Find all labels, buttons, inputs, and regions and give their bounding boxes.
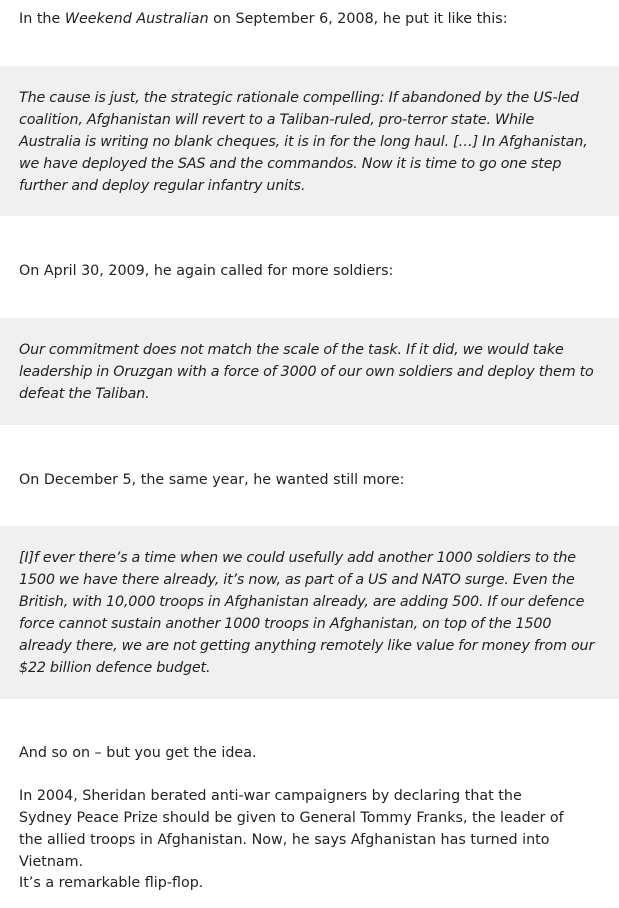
quote-text: [I]f ever there’s a time when we could usefully add another 1000 soldiers to the 1500 we have there already, it’s now, as part of a US and NATO surge. Even the British, with 10,000 troops in Afghanistan already, are adding 500. If our defence force cannot sustain another 1000 troops in Afghanistan, on top of the 1500 already there, we are not getting anything remotely like value for money from our $22 billion defence budget. [19,550,595,676]
intro-suffix: on September 6, 2008, he put it like this: [208,11,508,27]
quote-text: The cause is just, the strategic rationale compelling: If abandoned by the US-led coalition, Afghanistan will revert to a Taliban-ruled, pro-terror state. While Australia is writing no blank cheques, it is in for the long haul. […] In Afghanistan, we have deployed the SAS and the commandos. Now it is time to go one step further and deploy regular infantry units. [19,90,588,194]
blockquote-dec-2009 [0,526,619,699]
intro-sep-2008 [19,8,609,30]
paragraph-flip-flop: It’s a remarkable flip-flop. [19,875,204,891]
intro-dec-2009: On December 5, the same year, he wanted still more: [19,472,405,488]
publication-name: Weekend Australian [64,11,209,27]
blockquote-apr-2009 [0,318,619,425]
blockquote-2008 [0,66,619,216]
intro-apr-2009: On April 30, 2009, he again called for more soldiers: [19,263,394,279]
paragraph-and-so-on: And so on – but you get the idea. [19,745,257,761]
quote-text: Our commitment does not match the scale of the task. If it did, we would take leadership in Oruzgan with a force of 3000 of our own soldiers and deploy them to defeat the Taliban. [19,342,594,402]
paragraph-sheridan-2004: In 2004, Sheridan berated anti-war campaigners by declaring that the Sydney Peace Prize should be given to General Tommy Franks, the leader of the allied troops in Afghanistan. Now, he says Afghanistan has turned into Vietnam. [19,788,564,870]
intro-prefix: In the [19,11,65,27]
